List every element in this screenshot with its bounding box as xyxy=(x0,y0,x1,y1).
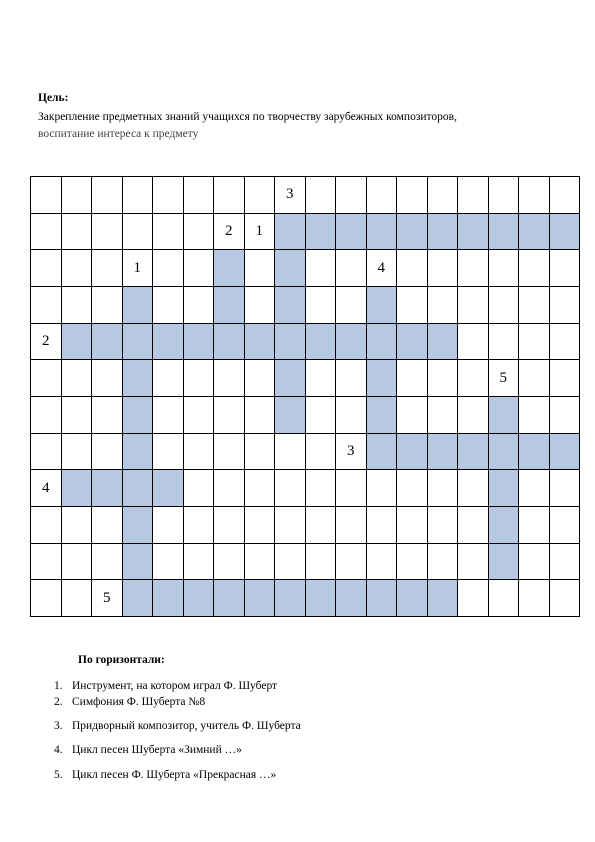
crossword-answer-cell[interactable] xyxy=(123,397,154,434)
crossword-blank-cell xyxy=(336,360,367,397)
crossword-blank-cell xyxy=(428,287,459,324)
crossword-blank-cell xyxy=(519,177,550,214)
crossword-blank-cell xyxy=(306,544,337,581)
crossword-blank-cell xyxy=(306,470,337,507)
crossword-blank-cell xyxy=(519,250,550,287)
crossword-answer-cell[interactable] xyxy=(489,434,520,471)
crossword-blank-cell xyxy=(92,397,123,434)
crossword-blank-cell xyxy=(153,397,184,434)
clue-number: 4 xyxy=(377,259,385,276)
clue-number: 2 xyxy=(42,332,50,349)
crossword-blank-cell xyxy=(489,250,520,287)
crossword-blank-cell xyxy=(519,287,550,324)
crossword-answer-cell[interactable] xyxy=(428,324,459,361)
crossword-blank-cell xyxy=(489,287,520,324)
crossword-blank-cell xyxy=(306,360,337,397)
crossword-blank-cell xyxy=(153,360,184,397)
crossword-blank-cell xyxy=(62,287,93,324)
crossword-blank-cell xyxy=(519,544,550,581)
crossword-blank-cell xyxy=(306,287,337,324)
crossword-blank-cell xyxy=(550,507,581,544)
crossword-blank-cell xyxy=(397,397,428,434)
crossword-blank-cell xyxy=(428,397,459,434)
clue-number: 4 xyxy=(42,479,50,496)
crossword-answer-cell[interactable] xyxy=(275,214,306,251)
crossword-blank-cell xyxy=(458,177,489,214)
crossword-blank-cell xyxy=(62,250,93,287)
crossword-blank-cell xyxy=(214,397,245,434)
crossword-blank-cell xyxy=(306,507,337,544)
crossword-answer-cell[interactable] xyxy=(336,324,367,361)
crossword-blank-cell xyxy=(550,360,581,397)
crossword-answer-cell[interactable] xyxy=(306,324,337,361)
crossword-blank-cell xyxy=(397,177,428,214)
crossword-blank-cell xyxy=(31,214,62,251)
crossword-blank-cell xyxy=(367,177,398,214)
crossword-answer-cell[interactable] xyxy=(123,434,154,471)
crossword-blank-cell xyxy=(489,324,520,361)
crossword-blank-cell xyxy=(550,324,581,361)
crossword-blank-cell xyxy=(153,177,184,214)
crossword-answer-cell[interactable] xyxy=(458,214,489,251)
crossword-blank-cell xyxy=(336,250,367,287)
crossword-answer-cell[interactable] xyxy=(245,580,276,617)
crossword-answer-cell[interactable] xyxy=(123,544,154,581)
crossword-answer-cell[interactable] xyxy=(367,580,398,617)
crossword-blank-cell xyxy=(458,544,489,581)
crossword-answer-cell[interactable] xyxy=(367,214,398,251)
crossword-blank-cell xyxy=(245,470,276,507)
crossword-blank-cell xyxy=(92,360,123,397)
clue-number: 3 xyxy=(347,442,355,459)
crossword-blank-cell xyxy=(31,397,62,434)
crossword-answer-cell[interactable] xyxy=(275,580,306,617)
crossword-answer-cell[interactable] xyxy=(214,580,245,617)
crossword-answer-cell[interactable] xyxy=(367,397,398,434)
crossword-blank-cell xyxy=(245,434,276,471)
crossword-blank-cell xyxy=(214,470,245,507)
crossword-answer-cell[interactable] xyxy=(306,214,337,251)
crossword-blank-cell xyxy=(92,214,123,251)
crossword-answer-cell[interactable] xyxy=(367,324,398,361)
across-heading: По горизонтали: xyxy=(78,654,165,666)
crossword-blank-cell xyxy=(519,580,550,617)
crossword-blank-cell xyxy=(306,250,337,287)
crossword-blank-cell xyxy=(62,507,93,544)
crossword-blank-cell xyxy=(306,397,337,434)
crossword-answer-cell[interactable] xyxy=(123,470,154,507)
crossword-blank-cell xyxy=(31,177,62,214)
crossword-blank-cell xyxy=(62,397,93,434)
crossword-blank-cell xyxy=(184,507,215,544)
crossword-answer-cell[interactable] xyxy=(397,434,428,471)
crossword-blank-cell xyxy=(123,214,154,251)
crossword-blank-cell xyxy=(92,287,123,324)
crossword-blank-cell xyxy=(367,470,398,507)
crossword-answer-cell[interactable] xyxy=(214,250,245,287)
crossword-blank-cell xyxy=(489,580,520,617)
crossword-answer-cell[interactable] xyxy=(214,324,245,361)
clue-number: 1 xyxy=(133,259,141,276)
clue-number-cell xyxy=(275,177,306,214)
crossword-blank-cell xyxy=(458,470,489,507)
crossword-blank-cell xyxy=(245,507,276,544)
clue-number-cell xyxy=(489,360,520,397)
crossword-blank-cell xyxy=(519,324,550,361)
crossword-answer-cell[interactable] xyxy=(397,580,428,617)
crossword-blank-cell xyxy=(458,360,489,397)
crossword-blank-cell xyxy=(31,580,62,617)
crossword-blank-cell xyxy=(458,324,489,361)
crossword-blank-cell xyxy=(184,470,215,507)
crossword-blank-cell xyxy=(31,507,62,544)
crossword-answer-cell[interactable] xyxy=(245,324,276,361)
crossword-blank-cell xyxy=(428,250,459,287)
crossword-answer-cell[interactable] xyxy=(123,507,154,544)
crossword-answer-cell[interactable] xyxy=(123,324,154,361)
crossword-blank-cell xyxy=(214,177,245,214)
crossword-blank-cell xyxy=(306,434,337,471)
crossword-blank-cell xyxy=(153,544,184,581)
crossword-blank-cell xyxy=(92,544,123,581)
clue-number: 3 xyxy=(286,186,294,203)
crossword-blank-cell xyxy=(92,177,123,214)
crossword-blank-cell xyxy=(550,470,581,507)
crossword-answer-cell[interactable] xyxy=(428,214,459,251)
goal-text-line1: Закрепление предметных знаний учащихся по творчеству зарубежных композиторов, xyxy=(38,111,457,123)
crossword-blank-cell xyxy=(245,287,276,324)
crossword-blank-cell xyxy=(214,544,245,581)
crossword-answer-cell[interactable] xyxy=(123,287,154,324)
crossword-answer-cell[interactable] xyxy=(92,470,123,507)
crossword-blank-cell xyxy=(397,360,428,397)
crossword-answer-cell[interactable] xyxy=(428,434,459,471)
crossword-blank-cell xyxy=(336,177,367,214)
crossword-blank-cell xyxy=(245,250,276,287)
crossword-blank-cell xyxy=(184,250,215,287)
crossword-answer-cell[interactable] xyxy=(489,544,520,581)
crossword-blank-cell xyxy=(519,360,550,397)
crossword-blank-cell xyxy=(550,177,581,214)
crossword-blank-cell xyxy=(336,507,367,544)
clue-number: 5 xyxy=(499,369,507,386)
crossword-blank-cell xyxy=(428,360,459,397)
goal-label: Цель: xyxy=(38,92,69,104)
crossword-answer-cell[interactable] xyxy=(275,250,306,287)
crossword-blank-cell xyxy=(275,507,306,544)
clue-number: 2 xyxy=(225,222,233,239)
crossword-answer-cell[interactable] xyxy=(367,434,398,471)
crossword-blank-cell xyxy=(428,507,459,544)
crossword-blank-cell xyxy=(428,470,459,507)
crossword-answer-cell[interactable] xyxy=(489,470,520,507)
crossword-blank-cell xyxy=(519,507,550,544)
crossword-answer-cell[interactable] xyxy=(306,580,337,617)
crossword-answer-cell[interactable] xyxy=(489,507,520,544)
crossword-blank-cell xyxy=(428,177,459,214)
crossword-blank-cell xyxy=(62,434,93,471)
crossword-blank-cell xyxy=(153,250,184,287)
crossword-answer-cell[interactable] xyxy=(153,580,184,617)
crossword-answer-cell[interactable] xyxy=(489,397,520,434)
crossword-blank-cell xyxy=(367,544,398,581)
crossword-grid xyxy=(30,176,580,617)
crossword-blank-cell xyxy=(31,287,62,324)
clue-number-cell xyxy=(31,324,62,361)
crossword-blank-cell xyxy=(184,434,215,471)
crossword-answer-cell[interactable] xyxy=(92,324,123,361)
crossword-answer-cell[interactable] xyxy=(397,214,428,251)
crossword-blank-cell xyxy=(336,397,367,434)
crossword-blank-cell xyxy=(62,580,93,617)
clue-number: 1 xyxy=(255,222,263,239)
clue-number-cell xyxy=(92,580,123,617)
crossword-blank-cell xyxy=(62,360,93,397)
crossword-blank-cell xyxy=(550,287,581,324)
crossword-blank-cell xyxy=(62,177,93,214)
crossword-answer-cell[interactable] xyxy=(458,434,489,471)
crossword-blank-cell xyxy=(519,397,550,434)
crossword-blank-cell xyxy=(275,470,306,507)
crossword-answer-cell[interactable] xyxy=(489,214,520,251)
goal-text-line2: воспитание интереса к предмету xyxy=(38,128,199,140)
crossword-answer-cell[interactable] xyxy=(550,434,581,471)
crossword-blank-cell xyxy=(184,544,215,581)
crossword-blank-cell xyxy=(153,434,184,471)
crossword-answer-cell[interactable] xyxy=(184,324,215,361)
crossword-blank-cell xyxy=(397,507,428,544)
crossword-blank-cell xyxy=(550,544,581,581)
crossword-blank-cell xyxy=(428,544,459,581)
crossword-answer-cell[interactable] xyxy=(184,580,215,617)
crossword-blank-cell xyxy=(62,544,93,581)
crossword-blank-cell xyxy=(458,250,489,287)
crossword-blank-cell xyxy=(275,544,306,581)
crossword-blank-cell xyxy=(153,214,184,251)
crossword-answer-cell[interactable] xyxy=(275,287,306,324)
crossword-answer-cell[interactable] xyxy=(550,214,581,251)
crossword-blank-cell xyxy=(275,434,306,471)
crossword-blank-cell xyxy=(92,434,123,471)
crossword-blank-cell xyxy=(519,470,550,507)
crossword-blank-cell xyxy=(367,507,398,544)
clue-number-cell xyxy=(367,250,398,287)
crossword-blank-cell xyxy=(184,214,215,251)
crossword-answer-cell[interactable] xyxy=(153,324,184,361)
crossword-blank-cell xyxy=(214,434,245,471)
crossword-answer-cell[interactable] xyxy=(336,214,367,251)
crossword-blank-cell xyxy=(31,544,62,581)
crossword-blank-cell xyxy=(184,287,215,324)
crossword-blank-cell xyxy=(92,250,123,287)
crossword-answer-cell[interactable] xyxy=(275,397,306,434)
clue-item: 4. Цикл песен Шуберта «Зимний …» xyxy=(54,744,242,756)
crossword-answer-cell[interactable] xyxy=(214,287,245,324)
crossword-blank-cell xyxy=(458,397,489,434)
crossword-answer-cell[interactable] xyxy=(367,360,398,397)
crossword-blank-cell xyxy=(397,470,428,507)
crossword-blank-cell xyxy=(214,507,245,544)
crossword-answer-cell[interactable] xyxy=(397,324,428,361)
crossword-blank-cell xyxy=(92,507,123,544)
crossword-answer-cell[interactable] xyxy=(428,580,459,617)
crossword-blank-cell xyxy=(62,214,93,251)
crossword-blank-cell xyxy=(458,507,489,544)
clue-number-cell xyxy=(123,250,154,287)
crossword-answer-cell[interactable] xyxy=(519,214,550,251)
crossword-blank-cell xyxy=(550,580,581,617)
crossword-blank-cell xyxy=(397,544,428,581)
crossword-answer-cell[interactable] xyxy=(62,470,93,507)
crossword-blank-cell xyxy=(458,580,489,617)
crossword-blank-cell xyxy=(336,287,367,324)
clue-item: 5. Цикл песен Ф. Шуберта «Прекрасная …» xyxy=(54,769,277,781)
crossword-blank-cell xyxy=(397,287,428,324)
crossword-answer-cell[interactable] xyxy=(123,580,154,617)
crossword-blank-cell xyxy=(336,544,367,581)
crossword-blank-cell xyxy=(458,287,489,324)
clue-number-cell xyxy=(214,214,245,251)
crossword-answer-cell[interactable] xyxy=(275,360,306,397)
crossword-blank-cell xyxy=(31,360,62,397)
crossword-blank-cell xyxy=(397,250,428,287)
crossword-blank-cell xyxy=(245,397,276,434)
clue-number-cell xyxy=(245,214,276,251)
clue-item: 3. Придворный композитор, учитель Ф. Шуберта xyxy=(54,720,301,732)
crossword-blank-cell xyxy=(489,177,520,214)
crossword-answer-cell[interactable] xyxy=(153,470,184,507)
clue-number-cell xyxy=(336,434,367,471)
crossword-blank-cell xyxy=(245,177,276,214)
crossword-blank-cell xyxy=(184,360,215,397)
crossword-answer-cell[interactable] xyxy=(275,324,306,361)
crossword-blank-cell xyxy=(153,507,184,544)
crossword-blank-cell xyxy=(550,397,581,434)
crossword-answer-cell[interactable] xyxy=(123,360,154,397)
clue-number-cell xyxy=(31,470,62,507)
crossword-blank-cell xyxy=(214,360,245,397)
crossword-blank-cell xyxy=(245,544,276,581)
crossword-blank-cell xyxy=(306,177,337,214)
clue-item: 2. Симфония Ф. Шуберта №8 xyxy=(54,696,206,708)
crossword-blank-cell xyxy=(245,360,276,397)
crossword-blank-cell xyxy=(184,177,215,214)
clue-item: 1. Инструмент, на котором играл Ф. Шуберт xyxy=(54,680,278,692)
crossword-answer-cell[interactable] xyxy=(336,580,367,617)
crossword-answer-cell[interactable] xyxy=(519,434,550,471)
crossword-blank-cell xyxy=(153,287,184,324)
crossword-blank-cell xyxy=(31,250,62,287)
crossword-answer-cell[interactable] xyxy=(367,287,398,324)
crossword-blank-cell xyxy=(336,470,367,507)
crossword-blank-cell xyxy=(31,434,62,471)
crossword-answer-cell[interactable] xyxy=(62,324,93,361)
crossword-blank-cell xyxy=(550,250,581,287)
crossword-blank-cell xyxy=(184,397,215,434)
crossword-blank-cell xyxy=(123,177,154,214)
clue-number: 5 xyxy=(103,589,111,606)
